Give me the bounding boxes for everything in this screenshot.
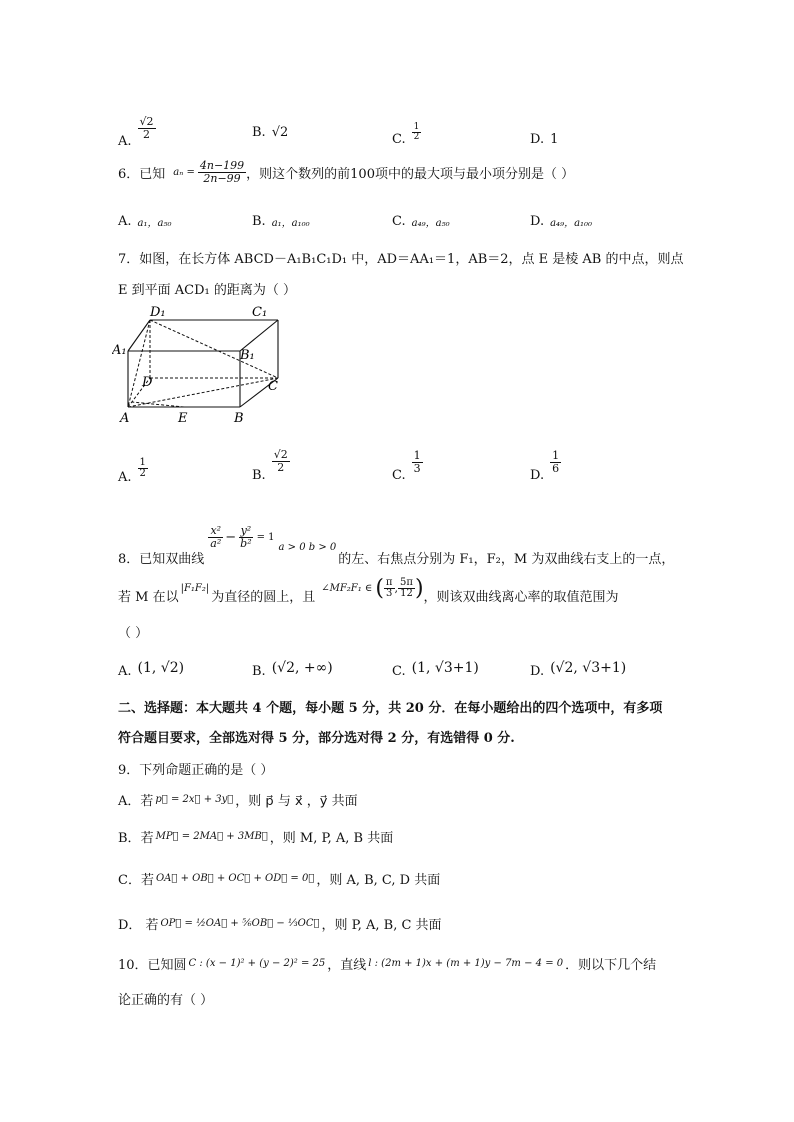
frac-num: 1 xyxy=(139,456,146,468)
q6-option-a xyxy=(118,214,171,229)
option-label: C. xyxy=(392,132,406,147)
label-c1: C₁ xyxy=(252,305,268,320)
q8-f1f2: |F₁F₂| xyxy=(180,583,210,594)
q7-line1: 7．如图，在长方体 ABCD－A₁B₁C₁D₁ 中，AD＝AA₁＝1，AB＝2，点 E 是棱 AB 的中点，则点 xyxy=(118,252,684,267)
option-label: D. xyxy=(530,468,545,483)
q6-option-c xyxy=(392,214,450,229)
option-value: (1, √2) xyxy=(137,659,185,676)
q9-stem: 9．下列命题正确的是（ ） xyxy=(118,763,274,778)
eq-rhs: = 1 xyxy=(256,532,275,543)
option-label: B. xyxy=(252,468,266,483)
q10-line1 xyxy=(118,954,656,973)
q8-line2a: 若 M 在以 xyxy=(118,590,179,605)
option-value: (√2, √3+1) xyxy=(550,659,627,676)
frac-num: x² xyxy=(210,524,222,538)
q8-frac-x xyxy=(208,525,223,549)
q7-option-a xyxy=(118,452,148,485)
q8-line2 xyxy=(118,572,619,605)
option-pre: 若 xyxy=(140,794,154,809)
q8-part2: 的左、右焦点分别为 F₁，F₂，M 为双曲线右支上的一点， xyxy=(338,552,675,567)
q8-option-b xyxy=(252,656,333,679)
frac-den: b² xyxy=(240,537,252,550)
option-label: C. xyxy=(392,214,406,229)
q10-line2: 论正确的有（ ） xyxy=(118,993,214,1008)
label-b1: B₁ xyxy=(240,348,255,363)
q8-line2c: 为直径的圆上，且 xyxy=(211,590,316,605)
option-value xyxy=(138,458,148,480)
frac-den: 3 xyxy=(413,462,421,475)
q7-option-b xyxy=(252,440,290,483)
q10-line-equation: l : (2m + 1)x + (m + 1)y − 7m − 4 = 0 xyxy=(368,958,564,969)
section2-heading-line2: 符合题目要求，全部选对得 5 分，部分选对得 2 分，有选错得 0 分. xyxy=(118,731,515,746)
option-label: D. xyxy=(530,664,545,679)
option-label: A. xyxy=(118,214,132,229)
q6-stem xyxy=(118,160,574,184)
frac-num: 1 xyxy=(413,449,421,463)
q8-condition: a > 0 b > 0 xyxy=(278,542,337,553)
label-b: B xyxy=(234,411,244,424)
option-label: B． xyxy=(118,831,141,846)
q6-option-d xyxy=(530,214,592,229)
q8-interval: ( $\frac{\pi}{3}$ , $\frac{5\pi}{12}$ ) xyxy=(375,576,424,601)
q8-option-a xyxy=(118,656,184,679)
option-value: (1, √3+1) xyxy=(411,659,479,676)
option-post: ，则 p⃗ 与 x⃗ ，y⃗ 共面 xyxy=(235,794,358,809)
option-pre: 若 xyxy=(140,873,154,888)
option-value: a₁，a₅₀ xyxy=(137,218,172,229)
option-label: C． xyxy=(118,873,141,888)
option-label: A． xyxy=(118,794,141,809)
option-post: ，则 M, P, A, B 共面 xyxy=(269,831,394,846)
minus-sign: − xyxy=(225,530,237,545)
q9-option-a xyxy=(118,790,358,809)
q6-text: ，则这个数列的前100项中的最大项与最小项分别是（ ） xyxy=(246,166,575,182)
option-post: ，则 A, B, C, D 共面 xyxy=(316,873,441,888)
option-label: C. xyxy=(392,664,406,679)
q10-tail: ．则以下几个结 xyxy=(565,958,657,973)
option-value: a₁，a₁₀₀ xyxy=(271,218,310,229)
option-value: √2 xyxy=(271,125,289,140)
q7-line2: E 到平面 ACD₁ 的距离为（ ） xyxy=(118,283,296,298)
q6-formula-lhs: aₙ = xyxy=(173,166,195,178)
frac-num: √2 xyxy=(273,448,288,462)
label-a: A xyxy=(120,411,130,424)
frac-den: 2 xyxy=(139,468,146,479)
option-value: 1 xyxy=(550,132,559,147)
q8-line3: （ ） xyxy=(118,626,149,641)
option-label: D. xyxy=(530,214,545,229)
q6-option-b xyxy=(252,214,310,229)
q8-angle: ∠MF₂F₁ ∈ xyxy=(321,583,373,594)
q8-line2d: ，则该双曲线离心率的取值范围为 xyxy=(423,590,619,605)
option-value: $\frac{√2}{2}$ xyxy=(139,115,154,141)
q8-option-d xyxy=(530,656,626,679)
option-value xyxy=(550,450,561,474)
frac-num: 1 xyxy=(552,449,560,463)
q5-option-c xyxy=(392,118,421,147)
option-pre: 若 xyxy=(140,831,154,846)
section2-heading-line1: 二、选择题：本大题共 4 个题，每小题 5 分，共 20 分．在每小题给出的四个选项中，有多项 xyxy=(118,701,663,716)
option-label: A. xyxy=(118,470,132,485)
option-formula: OP⃗ = ½OA⃗ + ⅚OB⃗ − ⅓OC⃗ xyxy=(160,918,320,929)
option-label: B. xyxy=(252,125,266,140)
option-label: A. xyxy=(118,134,132,149)
q8-frac-y xyxy=(238,525,253,549)
label-d1: D₁ xyxy=(150,305,166,320)
option-label: D. xyxy=(530,132,545,147)
label-c: C xyxy=(268,379,278,394)
option-label: B. xyxy=(252,664,266,679)
option-pre: 若 xyxy=(145,918,159,933)
label-e: E xyxy=(178,411,188,424)
q10-connector: ，直线 xyxy=(327,958,367,973)
frac-num: y² xyxy=(240,524,252,538)
label-a1: A₁ xyxy=(112,343,127,358)
option-value xyxy=(272,449,290,473)
option-post: ，则 P, A, B, C 共面 xyxy=(321,918,442,933)
option-value xyxy=(412,450,423,474)
q6-formula-den: 2n−99 xyxy=(203,171,241,185)
option-label: B. xyxy=(252,214,266,229)
q9-option-c xyxy=(118,869,440,888)
option-value: a₄₉，a₅₀ xyxy=(411,218,450,229)
q7-figure-cuboid xyxy=(112,304,292,424)
option-formula: p⃗ = 2x⃗ + 3y⃗ xyxy=(155,794,234,805)
q10-intro: 10．已知圆 xyxy=(118,958,187,973)
option-value: $\frac{1}{2}$ xyxy=(413,121,420,142)
option-formula: MP⃗ = 2MA⃗ + 3MB⃗ xyxy=(155,831,268,842)
q6-number: 6．已知 xyxy=(118,166,166,182)
option-formula: OA⃗ + OB⃗ + OC⃗ + OD⃗ = 0⃗ xyxy=(155,873,315,884)
q9-option-d xyxy=(118,914,442,933)
q5-option-b xyxy=(252,125,288,140)
q6-formula xyxy=(198,160,246,184)
q5-option-a xyxy=(118,108,156,149)
q6-formula-num: 4n−199 xyxy=(199,159,245,172)
label-d: D xyxy=(142,375,153,390)
frac-den: 2 xyxy=(277,461,285,474)
q8-line1 xyxy=(118,508,674,567)
q7-option-c xyxy=(392,442,423,483)
q7-option-d xyxy=(530,442,561,483)
q8-part1: 8．已知双曲线 xyxy=(118,552,205,567)
option-value: a₄₉，a₁₀₀ xyxy=(550,218,593,229)
option-label: C. xyxy=(392,468,406,483)
q10-circle-equation: C : (x − 1)² + (y − 2)² = 25 xyxy=(188,958,326,969)
q5-option-d xyxy=(530,132,558,147)
option-value: (√2, +∞) xyxy=(271,659,333,676)
q8-hyperbola-equation xyxy=(208,525,274,549)
q8-option-c xyxy=(392,656,479,679)
option-label: D． xyxy=(118,918,142,933)
frac-den: 6 xyxy=(552,462,560,475)
q9-option-b xyxy=(118,827,393,846)
option-label: A. xyxy=(118,664,132,679)
frac-den: a² xyxy=(210,537,222,550)
